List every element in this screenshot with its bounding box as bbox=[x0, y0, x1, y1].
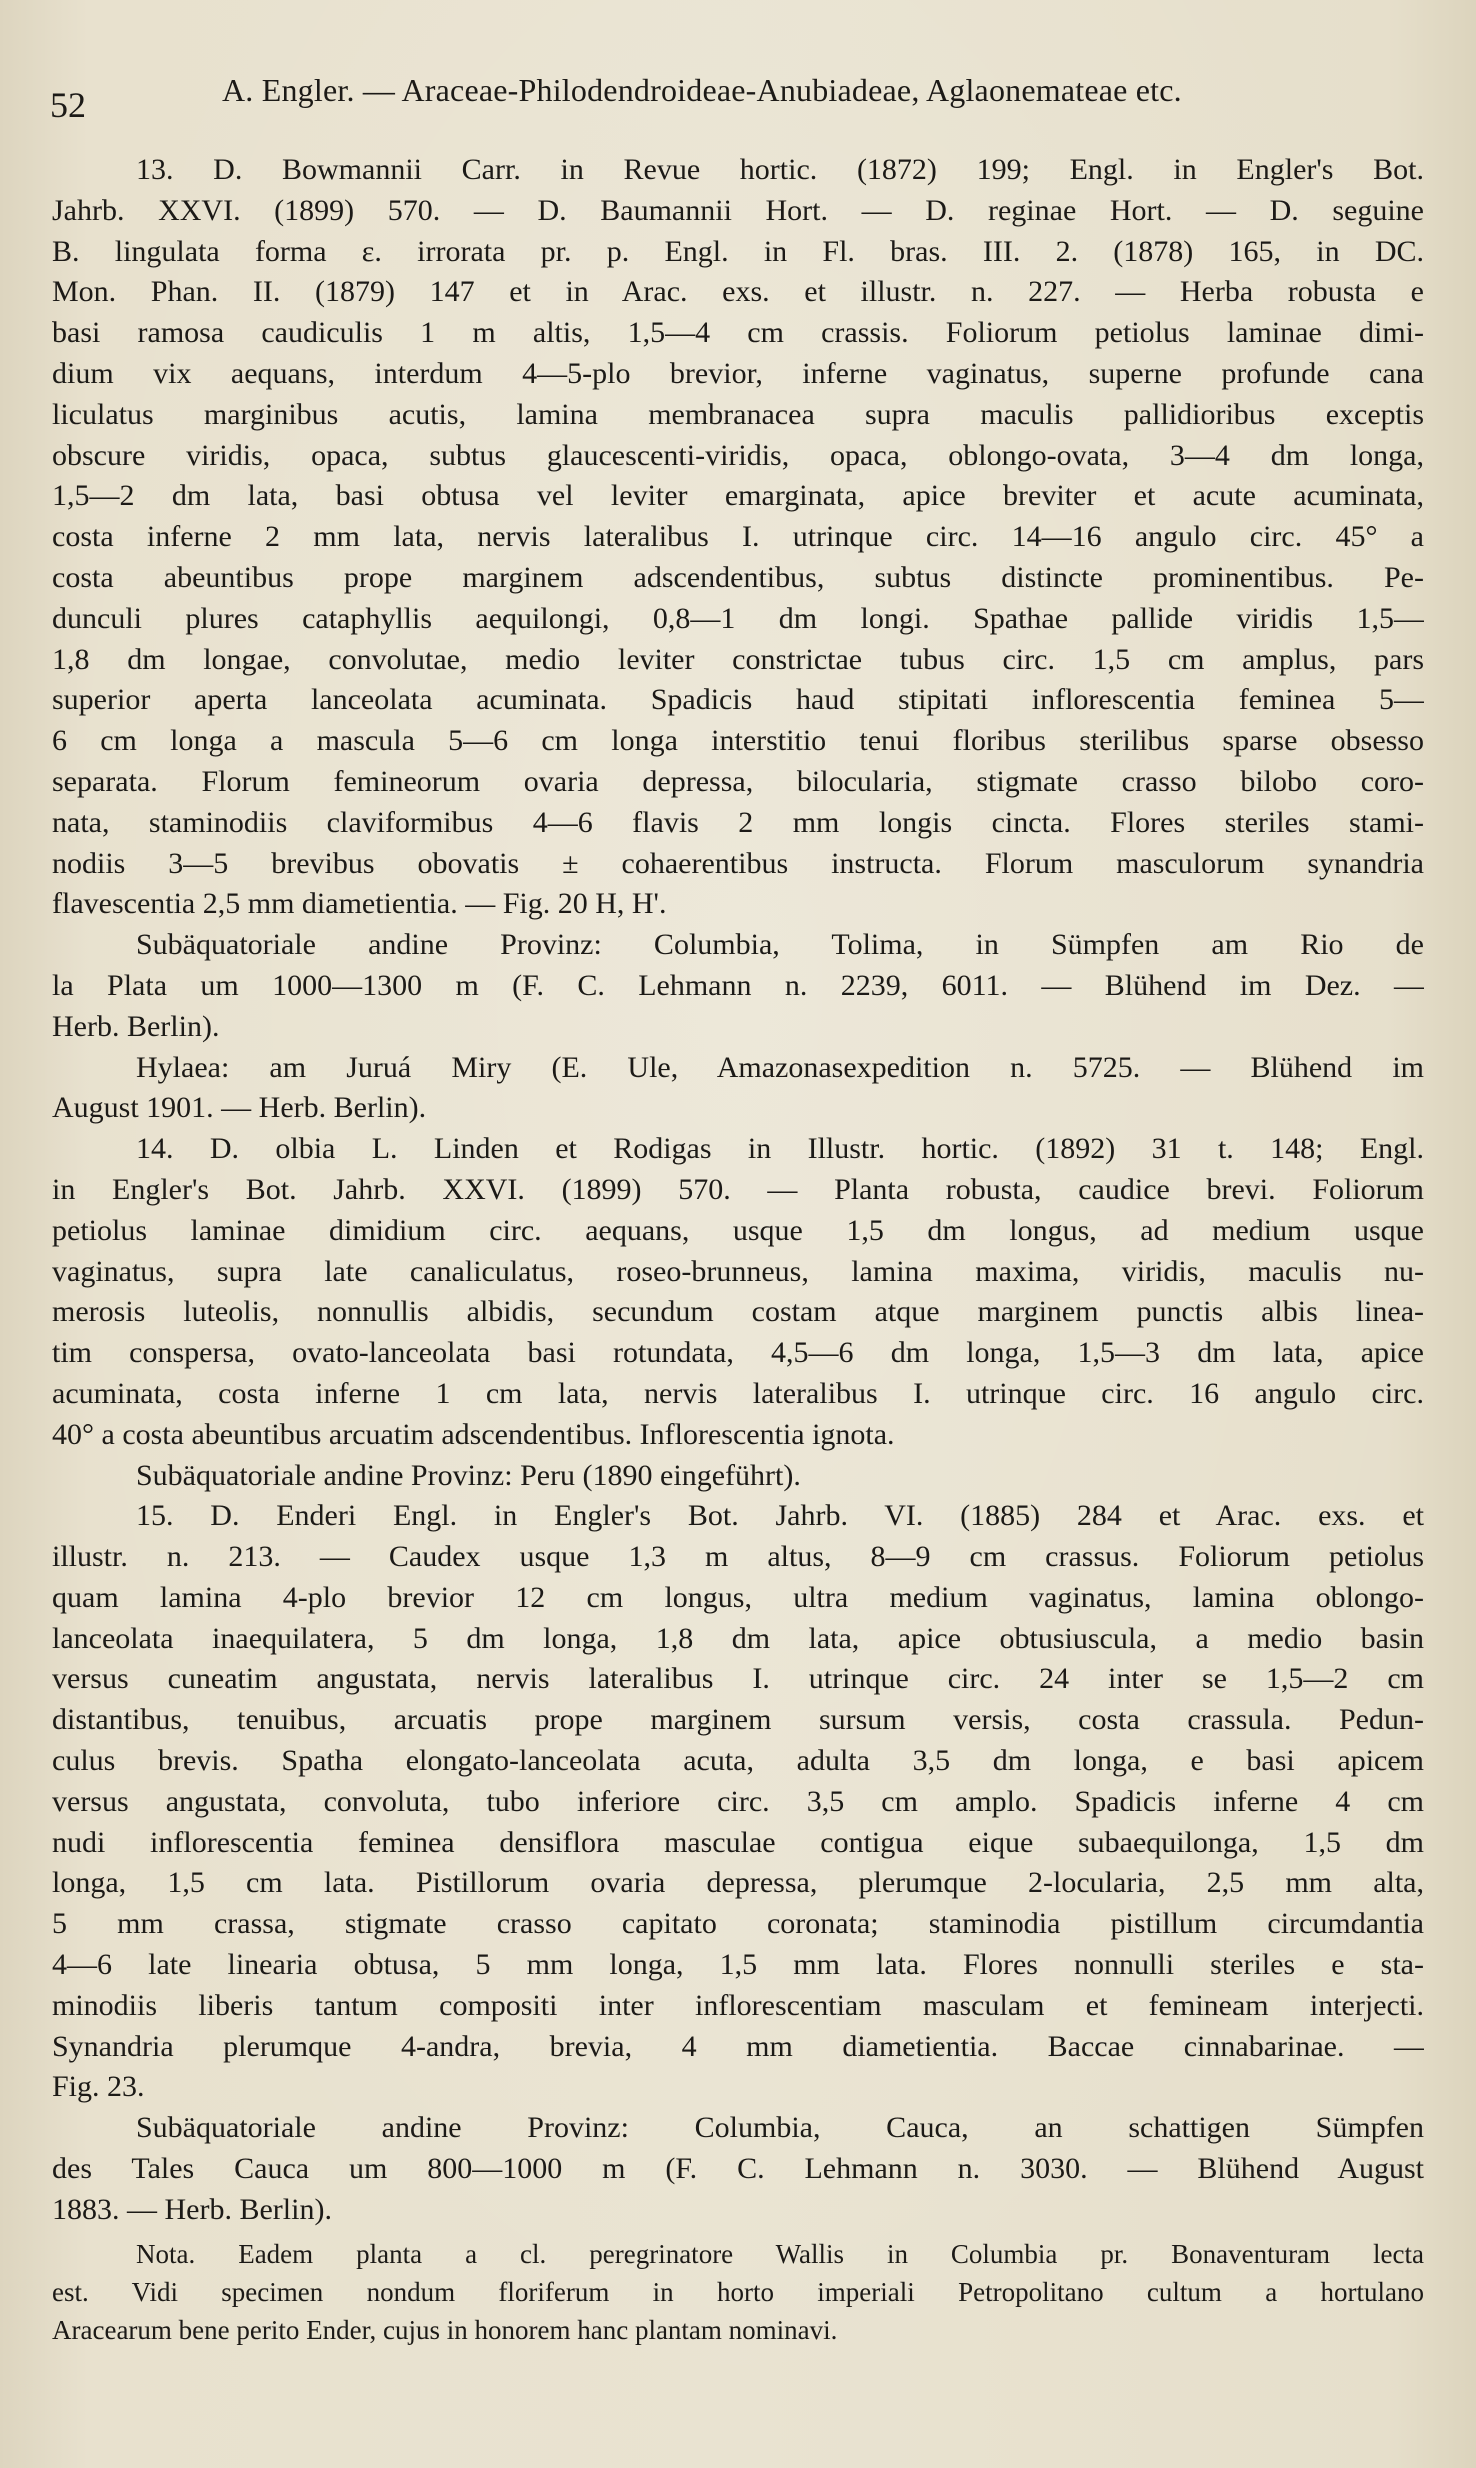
text-line: Synandria plerumque 4-andra, brevia, 4 mm diametientia. Baccae cinnabarinae. — bbox=[52, 2029, 1424, 2063]
text-line: nata, staminodiis claviformibus 4—6 flavis 2 mm longis cincta. Flores steriles stami- bbox=[52, 805, 1424, 839]
text-line: 1883. — Herb. Berlin). bbox=[52, 2192, 332, 2226]
text-line: basi ramosa caudiculis 1 m altis, 1,5—4 cm crassis. Foliorum petiolus laminae dimi- bbox=[52, 316, 1424, 350]
text-line: Subäquatoriale andine Provinz: Columbia, Cauca, an schattigen Sümpfen bbox=[136, 2111, 1424, 2145]
text-line: distantibus, tenuibus, arcuatis prope marginem sursum versis, costa crassula. Pedun- bbox=[52, 1703, 1424, 1737]
text-line: B. lingulata forma ε. irrorata pr. p. Engl. in Fl. bras. III. 2. (1878) 165, in DC. bbox=[52, 234, 1424, 268]
text-line: illustr. n. 213. — Caudex usque 1,3 m altus, 8—9 cm crassus. Foliorum petiolus bbox=[52, 1540, 1424, 1574]
text-line: superior aperta lanceolata acuminata. Spadicis haud stipitati inflorescentia feminea 5— bbox=[52, 683, 1424, 717]
note-line: est. Vidi specimen nondum floriferum in horto imperiali Petropolitano cultum a hortulano bbox=[52, 2276, 1424, 2307]
text-line: 1,8 dm longae, convolutae, medio leviter constrictae tubus circ. 1,5 cm amplus, pars bbox=[52, 642, 1424, 676]
text-line: 4—6 late linearia obtusa, 5 mm longa, 1,5 mm lata. Flores nonnulli steriles e sta- bbox=[52, 1948, 1424, 1982]
text-line: la Plata um 1000—1300 m (F. C. Lehmann n. 2239, 6011. — Blühend im Dez. — bbox=[52, 968, 1424, 1002]
text-line: 6 cm longa a mascula 5—6 cm longa interstitio tenui floribus sterilibus sparse obsesso bbox=[52, 724, 1424, 758]
text-line: dium vix aequans, interdum 4—5-plo brevior, inferne vaginatus, superne profunde cana bbox=[52, 356, 1424, 390]
text-line: tim conspersa, ovato-lanceolata basi rotundata, 4,5—6 dm longa, 1,5—3 dm lata, apice bbox=[52, 1336, 1424, 1370]
text-line: Subäquatoriale andine Provinz: Columbia, Tolima, in Sümpfen am Rio de bbox=[136, 928, 1424, 962]
text-line: des Tales Cauca um 800—1000 m (F. C. Lehmann n. 3030. — Blühend August bbox=[52, 2152, 1424, 2186]
text-line: 1,5—2 dm lata, basi obtusa vel leviter emarginata, apice breviter et acute acuminata, bbox=[52, 479, 1424, 513]
note-line: Aracearum bene perito Ender, cujus in honorem hanc plantam nominavi. bbox=[52, 2314, 838, 2345]
note-line: Nota. Eadem planta a cl. peregrinatore Wallis in Columbia pr. Bonaventuram lecta bbox=[136, 2238, 1424, 2269]
page-number: 52 bbox=[50, 85, 86, 125]
text-line: petiolus laminae dimidium circ. aequans, usque 1,5 dm longus, ad medium usque bbox=[52, 1213, 1424, 1247]
body-text bbox=[52, 150, 1424, 2349]
text-line: 14. D. olbia L. Linden et Rodigas in Illustr. hortic. (1892) 31 t. 148; Engl. bbox=[136, 1132, 1424, 1166]
text-line: versus angustata, convoluta, tubo inferiore circ. 3,5 cm amplo. Spadicis inferne 4 cm bbox=[52, 1784, 1424, 1818]
text-line: nodiis 3—5 brevibus obovatis ± cohaerentibus instructa. Florum masculorum synandria bbox=[52, 846, 1424, 880]
text-line: flavescentia 2,5 mm diametientia. — Fig. 20 H, H'. bbox=[52, 887, 667, 921]
text-line: costa abeuntibus prope marginem adscendentibus, subtus distincte prominentibus. Pe- bbox=[52, 560, 1424, 594]
text-line: lanceolata inaequilatera, 5 dm longa, 1,8 dm lata, apice obtusiuscula, a medio basin bbox=[52, 1621, 1424, 1655]
text-line: August 1901. — Herb. Berlin). bbox=[52, 1091, 427, 1125]
text-line: in Engler's Bot. Jahrb. XXVI. (1899) 570. — Planta robusta, caudice brevi. Foliorum bbox=[52, 1172, 1424, 1206]
text-line: vaginatus, supra late canaliculatus, roseo-brunneus, lamina maxima, viridis, maculis nu- bbox=[52, 1254, 1424, 1288]
text-line: merosis luteolis, nonnullis albidis, secundum costam atque marginem punctis albis linea- bbox=[52, 1295, 1424, 1329]
text-line: Subäquatoriale andine Provinz: Peru (1890 eingeführt). bbox=[136, 1458, 801, 1492]
page-header bbox=[50, 62, 1430, 125]
text-line: 13. D. Bowmannii Carr. in Revue hortic. (1872) 199; Engl. in Engler's Bot. bbox=[136, 153, 1424, 186]
text-line: Fig. 23. bbox=[52, 2070, 145, 2104]
text-line: versus cuneatim angustata, nervis lateralibus I. utrinque circ. 24 inter se 1,5—2 cm bbox=[52, 1662, 1424, 1696]
running-title: A. Engler. — Araceae-Philodendroideae-Anubiadeae, Aglaonemateae etc. bbox=[222, 72, 1182, 108]
text-line: quam lamina 4-plo brevior 12 cm longus, ultra medium vaginatus, lamina oblongo- bbox=[52, 1580, 1424, 1614]
text-line: obscure viridis, opaca, subtus glaucescenti-viridis, opaca, oblongo-ovata, 3—4 dm longa, bbox=[52, 438, 1424, 472]
text-line: costa inferne 2 mm lata, nervis lateralibus I. utrinque circ. 14—16 angulo circ. 45° a bbox=[52, 520, 1424, 554]
text-line: nudi inflorescentia feminea densiflora masculae contigua eique subaequilonga, 1,5 dm bbox=[52, 1825, 1424, 1859]
text-line: Mon. Phan. II. (1879) 147 et in Arac. exs. et illustr. n. 227. — Herba robusta e bbox=[52, 275, 1424, 309]
text-line: minodiis liberis tantum compositi inter inflorescentiam masculam et femineam interjecti. bbox=[52, 1988, 1424, 2022]
text-line: Herb. Berlin). bbox=[52, 1009, 220, 1043]
text-line: longa, 1,5 cm lata. Pistillorum ovaria depressa, plerumque 2-locularia, 2,5 mm alta, bbox=[52, 1866, 1424, 1900]
text-line: Jahrb. XXVI. (1899) 570. — D. Baumannii Hort. — D. reginae Hort. — D. seguine bbox=[52, 193, 1424, 227]
text-line: 5 mm crassa, stigmate crasso capitato coronata; staminodia pistillum circumdantia bbox=[52, 1907, 1424, 1941]
text-line: dunculi plures cataphyllis aequilongi, 0,8—1 dm longi. Spathae pallide viridis 1,5— bbox=[52, 601, 1424, 635]
text-line: separata. Florum femineorum ovaria depressa, bilocularia, stigmate crasso bilobo coro- bbox=[52, 764, 1424, 798]
text-line: culus brevis. Spatha elongato-lanceolata acuta, adulta 3,5 dm longa, e basi apicem bbox=[52, 1744, 1424, 1778]
text-line: Hylaea: am Juruá Miry (E. Ule, Amazonasexpedition n. 5725. — Blühend im bbox=[136, 1050, 1424, 1084]
text-line: acuminata, costa inferne 1 cm lata, nervis lateralibus I. utrinque circ. 16 angulo circ. bbox=[52, 1376, 1424, 1410]
text-line: 15. D. Enderi Engl. in Engler's Bot. Jahrb. VI. (1885) 284 et Arac. exs. et bbox=[136, 1499, 1424, 1533]
text-line: 40° a costa abeuntibus arcuatim adscendentibus. Inflorescentia ignota. bbox=[52, 1417, 895, 1451]
text-line: liculatus marginibus acutis, lamina membranacea supra maculis pallidioribus exceptis bbox=[52, 397, 1424, 431]
